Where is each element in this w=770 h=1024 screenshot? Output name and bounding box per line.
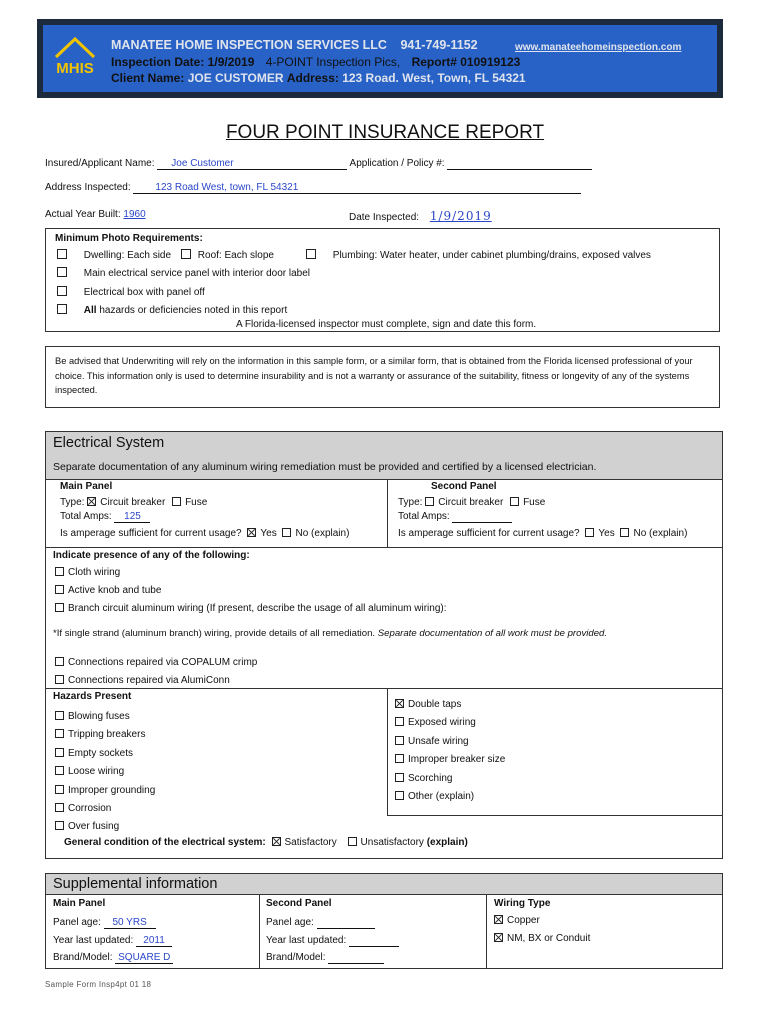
svg-text:MHIS: MHIS bbox=[56, 60, 94, 77]
copper-checkbox[interactable] bbox=[494, 915, 503, 924]
hazard-improper-grounding: Improper grounding bbox=[55, 782, 155, 800]
second-circuit-breaker-checkbox[interactable] bbox=[425, 497, 434, 506]
main-circuit-breaker-checkbox[interactable] bbox=[87, 497, 96, 506]
supp-second-panel-title: Second Panel bbox=[266, 898, 332, 909]
presence-knob-tube: Active knob and tube bbox=[55, 585, 161, 596]
supplemental-divider-2 bbox=[486, 894, 487, 969]
unsafe-wiring-checkbox[interactable] bbox=[395, 736, 404, 745]
presence-aluminum: Branch circuit aluminum wiring (If present, describe the usage of all aluminum wiring): bbox=[55, 603, 447, 614]
form-footer: Sample Form Insp4pt 01 18 bbox=[45, 980, 152, 989]
remediation-copalum: Connections repaired via COPALUM crimp bbox=[55, 657, 257, 668]
hazard-exposed-wiring: Exposed wiring bbox=[395, 714, 505, 732]
client-line bbox=[111, 71, 526, 85]
second-sufficient-yes-checkbox[interactable] bbox=[585, 528, 594, 537]
main-panel-amps-row: Total Amps: 125 bbox=[60, 511, 150, 523]
photo-item-roof: Roof: Each slope bbox=[181, 249, 274, 261]
inspection-date: Inspection Date: 1/9/2019 bbox=[111, 55, 255, 69]
hazard-blowing-fuses: Blowing fuses bbox=[55, 708, 155, 726]
hazards-title: Hazards Present bbox=[53, 691, 132, 702]
double-taps-checkbox[interactable] bbox=[395, 699, 404, 708]
supp-main-year-row: Year last updated: 2011 bbox=[53, 935, 172, 947]
photo-item-plumbing: Plumbing: Water heater, under cabinet plumbing/drains, exposed valves bbox=[306, 249, 651, 261]
supplemental-title: Supplemental information bbox=[53, 876, 218, 892]
client-address: 123 Road. West, Town, FL 54321 bbox=[342, 71, 526, 85]
policy-number-field[interactable] bbox=[447, 158, 592, 170]
remediation-alumiconn: Connections repaired via AlumiConn bbox=[55, 675, 230, 686]
company-website[interactable]: www.manateehomeinspection.com bbox=[515, 42, 682, 53]
roof-checkbox[interactable] bbox=[181, 249, 191, 259]
hazards-divider bbox=[387, 688, 388, 815]
hazard-empty-sockets: Empty sockets bbox=[55, 745, 155, 763]
wiring-copper-row: Copper bbox=[494, 915, 540, 926]
nm-bx-conduit-checkbox[interactable] bbox=[494, 933, 503, 942]
insured-row: Insured/Applicant Name: Joe Customer Application / Policy #: bbox=[45, 158, 592, 170]
electrical-title: Electrical System bbox=[53, 435, 165, 451]
main-fuse-checkbox[interactable] bbox=[172, 497, 181, 506]
empty-sockets-checkbox[interactable] bbox=[55, 748, 64, 757]
dwelling-checkbox[interactable] bbox=[57, 249, 67, 259]
hazard-scorching: Scorching bbox=[395, 770, 505, 788]
photo-requirements-footer: A Florida-licensed inspector must complete, sign and date this form. bbox=[236, 319, 537, 330]
supp-second-year-row: Year last updated: bbox=[266, 935, 399, 947]
second-panel-title: Second Panel bbox=[431, 481, 497, 492]
loose-wiring-checkbox[interactable] bbox=[55, 766, 64, 775]
hazard-improper-breaker: Improper breaker size bbox=[395, 751, 505, 769]
inspection-pics: 4-POINT Inspection Pics, bbox=[265, 55, 401, 69]
hazard-double-taps: Double taps bbox=[395, 696, 505, 714]
report-number: Report# 010919123 bbox=[411, 55, 521, 69]
client-label: Client Name: bbox=[111, 71, 185, 85]
main-panel-type-row: Type: Circuit breaker Fuse bbox=[60, 497, 208, 508]
single-strand-note: *If single strand (aluminum branch) wiring, provide details of all remediation. Separate documentation of all work must be provided. bbox=[53, 628, 608, 639]
photo-item-dwelling: Dwelling: Each side bbox=[57, 249, 171, 261]
hazards-left-list bbox=[55, 708, 155, 837]
second-panel-age-field[interactable] bbox=[317, 917, 375, 929]
second-panel-sufficient-row: Is amperage sufficient for current usage? Yes No (explain) bbox=[398, 528, 688, 539]
hazard-other: Other (explain) bbox=[395, 788, 505, 806]
supp-second-panel-age-row: Panel age: bbox=[266, 917, 375, 929]
supp-second-brand-row: Brand/Model: bbox=[266, 952, 384, 964]
hazards-right-list bbox=[395, 696, 505, 806]
hazard-tripping-breakers: Tripping breakers bbox=[55, 726, 155, 744]
main-sufficient-no-checkbox[interactable] bbox=[282, 528, 291, 537]
unsatisfactory-checkbox[interactable] bbox=[348, 837, 357, 846]
knob-tube-checkbox[interactable] bbox=[55, 585, 64, 594]
aluminum-wiring-checkbox[interactable] bbox=[55, 603, 64, 612]
photo-item-hazards: All hazards or deficiencies noted in this report bbox=[57, 304, 287, 316]
second-amps-field[interactable] bbox=[452, 511, 512, 523]
satisfactory-checkbox[interactable] bbox=[272, 837, 281, 846]
address-row: Address Inspected: 123 Road West, town, FL 54321 bbox=[45, 182, 581, 194]
photo-requirements-title: Minimum Photo Requirements: bbox=[55, 233, 203, 244]
main-panel-age-field[interactable]: 50 YRS bbox=[104, 917, 156, 929]
plumbing-checkbox[interactable] bbox=[306, 249, 316, 259]
tripping-breakers-checkbox[interactable] bbox=[55, 729, 64, 738]
wiring-nm-row: NM, BX or Conduit bbox=[494, 933, 590, 944]
main-panel-sufficient-row: Is amperage sufficient for current usage? Yes No (explain) bbox=[60, 528, 350, 539]
company-name: MANATEE HOME INSPECTION SERVICES LLC bbox=[111, 38, 387, 52]
page-title: FOUR POINT INSURANCE REPORT bbox=[225, 122, 545, 143]
main-panel-photo-checkbox[interactable] bbox=[57, 267, 67, 277]
inspection-line bbox=[111, 55, 520, 69]
hazard-loose-wiring: Loose wiring bbox=[55, 763, 155, 781]
cloth-wiring-checkbox[interactable] bbox=[55, 567, 64, 576]
electrical-subtitle: Separate documentation of any aluminum wiring remediation must be provided and certified by a licensed electrician. bbox=[53, 461, 597, 473]
second-year-updated-field[interactable] bbox=[349, 935, 399, 947]
main-brand-field[interactable]: SQUARE D bbox=[115, 952, 173, 964]
panels-divider bbox=[387, 479, 388, 548]
general-condition-row: General condition of the electrical system: Satisfactory Unsatisfactory (explain) bbox=[64, 837, 468, 848]
blowing-fuses-checkbox[interactable] bbox=[55, 711, 64, 720]
client-name: JOE CUSTOMER bbox=[187, 71, 284, 85]
address-inspected-field[interactable]: 123 Road West, town, FL 54321 bbox=[133, 182, 581, 194]
hazards-photo-checkbox[interactable] bbox=[57, 304, 67, 314]
hazard-over-fusing: Over fusing bbox=[55, 818, 155, 836]
main-sufficient-yes-checkbox[interactable] bbox=[247, 528, 256, 537]
other-hazard-checkbox[interactable] bbox=[395, 791, 404, 800]
second-panel-type-row: Type: Circuit breaker Fuse bbox=[398, 497, 546, 508]
presence-title: Indicate presence of any of the following: bbox=[53, 550, 250, 561]
year-built-field[interactable]: 1960 bbox=[123, 209, 146, 220]
supp-wiring-type-title: Wiring Type bbox=[494, 898, 551, 909]
hazard-corrosion: Corrosion bbox=[55, 800, 155, 818]
company-line bbox=[111, 38, 478, 52]
alumiconn-checkbox[interactable] bbox=[55, 675, 64, 684]
second-brand-field[interactable] bbox=[328, 952, 384, 964]
hazard-unsafe-wiring: Unsafe wiring bbox=[395, 733, 505, 751]
improper-breaker-checkbox[interactable] bbox=[395, 754, 404, 763]
scorching-checkbox[interactable] bbox=[395, 773, 404, 782]
year-built-row: Actual Year Built: 1960 bbox=[45, 209, 146, 220]
supp-main-panel-age-row: Panel age: 50 YRS bbox=[53, 917, 156, 929]
advisory-text: Be advised that Underwriting will rely on the information in this sample form, or a similar form, that is obtained from the Florida licensed professional of your choice. This information only is used to determine insurability and is not a warranty or assurance of the suitability, fitness or longevity of any of the systems inspected. bbox=[55, 356, 693, 395]
date-inspected-row: Date Inspected: 1/9/2019 bbox=[349, 209, 492, 223]
presence-cloth-wiring: Cloth wiring bbox=[55, 567, 120, 578]
date-inspected-field[interactable]: 1/9/2019 bbox=[429, 209, 492, 223]
second-fuse-checkbox[interactable] bbox=[510, 497, 519, 506]
over-fusing-checkbox[interactable] bbox=[55, 821, 64, 830]
copalum-checkbox[interactable] bbox=[55, 657, 64, 666]
address-label: Address: bbox=[286, 71, 339, 85]
corrosion-checkbox[interactable] bbox=[55, 803, 64, 812]
photo-item-electrical-box: Electrical box with panel off bbox=[57, 286, 205, 298]
supplemental-divider-1 bbox=[259, 894, 260, 969]
main-panel-title: Main Panel bbox=[60, 481, 113, 492]
company-phone: 941-749-1152 bbox=[400, 38, 478, 52]
photo-item-main-panel: Main electrical service panel with interior door label bbox=[57, 267, 310, 279]
second-panel-amps-row: Total Amps: bbox=[398, 511, 512, 523]
supp-main-panel-title: Main Panel bbox=[53, 898, 106, 909]
improper-grounding-checkbox[interactable] bbox=[55, 785, 64, 794]
electrical-box-checkbox[interactable] bbox=[57, 286, 67, 296]
second-sufficient-no-checkbox[interactable] bbox=[620, 528, 629, 537]
main-amps-field[interactable]: 125 bbox=[114, 511, 150, 523]
insured-name-field[interactable]: Joe Customer bbox=[157, 158, 347, 170]
company-logo bbox=[50, 33, 100, 83]
main-year-updated-field[interactable]: 2011 bbox=[136, 935, 172, 947]
exposed-wiring-checkbox[interactable] bbox=[395, 717, 404, 726]
supp-main-brand-row: Brand/Model: SQUARE D bbox=[53, 952, 173, 964]
hazards-right-bottom bbox=[387, 815, 723, 816]
